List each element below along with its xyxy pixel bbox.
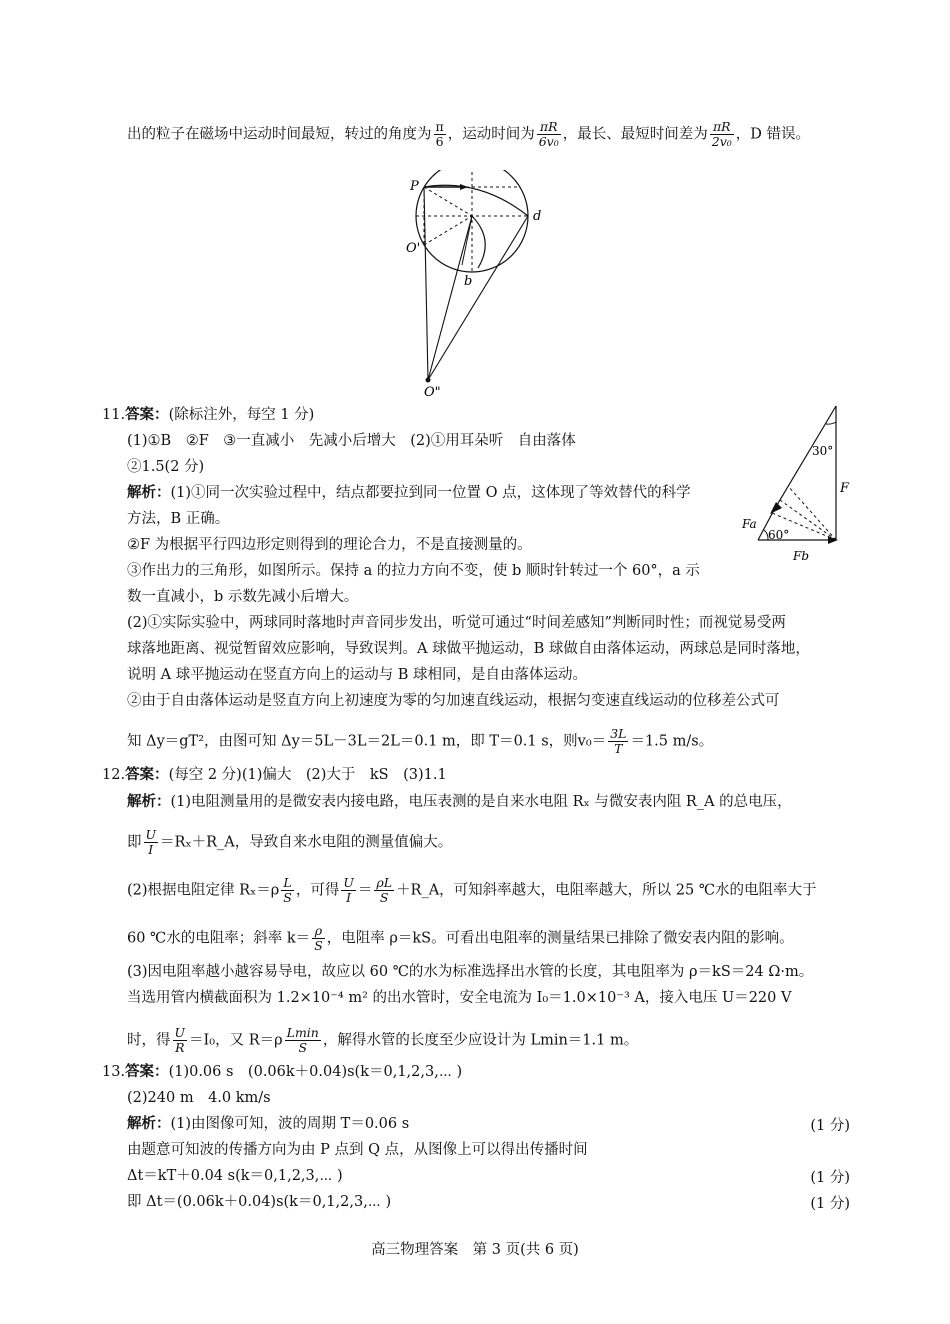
label-angle-top: 30° (812, 444, 834, 458)
label-fb: Fb (793, 549, 810, 563)
intro-text-a: 出的粒子在磁场中运动时间最短，转过的角度为 (127, 126, 432, 143)
q11-analysis-2: ②F 为根据平行四边形定则得到的理论合力，不是直接测量的。 (127, 537, 532, 553)
line-p-o2 (424, 187, 428, 380)
q13-analysis-4: 即 Δt＝(0.06k＋0.04)s(k＝0,1,2,3,⋯ ) (127, 1194, 392, 1210)
frac-num: πR (710, 120, 734, 135)
dashed-radius-p (424, 187, 472, 216)
q12-analysis-3 (127, 876, 817, 905)
q11-answer-1: (1)①B ②F ③一直减小 先减小后增大 (2)①用耳朵听 自由落体 (127, 433, 576, 449)
analysis-text: 时，得 (127, 1032, 171, 1049)
frac-den: I (346, 890, 352, 905)
fraction-lmin-s (285, 1026, 321, 1055)
analysis-text: ，可得 (295, 882, 340, 899)
point-o2 (426, 378, 431, 383)
intro-line (127, 120, 810, 149)
q13-analysis-2: 由题意可知波的传播方向为由 P 点到 Q 点，从图像上可以得出传播时间 (127, 1142, 588, 1158)
q13-answer-line (102, 1062, 462, 1082)
analysis-text: (1)电阻测量用的是微安表内接电路，电压表测的是自来水电阻 Rₓ 与微安表内阻 R_A 的总电压， (170, 794, 792, 810)
score-note: (1 分) (810, 1170, 850, 1186)
analysis-text: ，解得水管的长度至少应设计为 Lmin＝1.1 m。 (322, 1032, 639, 1049)
label-angle-bottom: 60° (768, 528, 790, 542)
q12-analysis-7 (127, 1026, 638, 1055)
frac-num: L (281, 876, 294, 891)
analysis-label: 解析： (127, 1116, 171, 1132)
fraction-u-i (341, 876, 356, 905)
q12-analysis-5: (3)因电阻率越小越容易导电，故应以 60 ℃的水为标准选择出水管的长度，其电阻率为 ρ＝kS＝24 Ω·m。 (127, 964, 814, 980)
analysis-text: ，电阻率 ρ＝kS。可看出电阻率的测量结果已排除了微安表内阻的影响。 (326, 930, 794, 947)
q11-analysis-1b: 方法，B 正确。 (127, 511, 230, 527)
frac-num: Lmin (286, 1025, 319, 1040)
score-note: (1 分) (810, 1118, 850, 1134)
analysis-label: 解析： (127, 794, 171, 810)
force-a-line (774, 406, 836, 510)
frac-den: S (298, 1040, 308, 1055)
analysis-text: 即 (127, 834, 142, 851)
q13-answer-2: (2)240 m 4.0 km/s (127, 1090, 271, 1106)
frac-num: 3L (610, 726, 627, 741)
intro-text-d: ，D 错误。 (735, 126, 811, 143)
frac-num: ρ (312, 924, 325, 939)
answer-text: (每空 2 分)(1)偏大 (2)大于 kS (3)1.1 (168, 767, 447, 783)
question-number: 12. (102, 767, 126, 783)
line-o2-d (428, 216, 528, 380)
q12-answer-line (102, 765, 447, 785)
fraction-u-i (144, 828, 159, 857)
q11-analysis-1 (127, 483, 691, 503)
q12-analysis-2 (127, 828, 452, 857)
frac-num: ρL (376, 875, 393, 890)
answer-label: 答案： (125, 407, 169, 423)
q12-analysis-4 (127, 924, 794, 953)
frac-den: 6v₀ (538, 134, 559, 149)
q11-analysis-4b: 球落地距离、视觉暂留效应影响，导致误判。A 球做平抛运动，B 球做自由落体运动，两球总是同时落地， (127, 641, 810, 657)
line-o2-center (428, 216, 472, 380)
analysis-text: ＋R_A，可知斜率越大，电阻率越大，所以 25 ℃水的电阻率大于 (396, 882, 817, 899)
frac-num: πR (537, 120, 561, 135)
q12-analysis-1 (127, 792, 792, 812)
fraction-rho-s (312, 924, 325, 953)
analysis-text: (1)由图像可知，波的周期 T＝0.06 s (170, 1116, 410, 1132)
q13-analysis-3: Δt＝kT＋0.04 s(k＝0,1,2,3,⋯ ) (127, 1168, 343, 1184)
analysis-text: (2)根据电阻定律 Rₓ＝ρ (127, 882, 280, 899)
score-note: (1 分) (810, 1196, 850, 1212)
frac-den: 6 (435, 134, 444, 149)
magnetic-field-circle-diagram (400, 170, 560, 402)
fraction-u-r (173, 1026, 188, 1055)
label-o-prime: O' (406, 241, 421, 256)
frac-den: S (379, 890, 389, 905)
label-d: d (533, 209, 542, 224)
frac-num: U (343, 875, 354, 890)
answer-label: 答案： (125, 767, 169, 783)
intro-text-b: ，运动时间为 (447, 126, 535, 143)
label-f: F (840, 481, 850, 496)
fraction-3l-t (608, 727, 628, 756)
q13-analysis-1 (127, 1114, 409, 1134)
dashed-b-3 (788, 486, 836, 540)
q11-analysis-3: ③作出力的三角形，如图所示。保持 a 的拉力方向不变，使 b 顺时针转过一个 60°，a 示 (127, 563, 700, 579)
frac-den: I (148, 842, 154, 857)
q11-analysis-4c: 说明 A 球平抛运动在竖直方向上的运动与 B 球相同，是自由落体运动。 (127, 667, 588, 683)
q11-analysis-6 (127, 727, 713, 756)
q11-analysis-3b: 数一直减小，b 示数先减小后增大。 (127, 589, 359, 605)
question-number: 13. (102, 1064, 126, 1080)
question-number: 11. (102, 407, 126, 423)
frac-num: U (174, 1025, 186, 1040)
analysis-text: ＝I₀，又 R＝ρ (189, 1032, 283, 1049)
q11-analysis-5: ②由于自由落体运动是竖直方向上初速度为零的匀加速直线运动，根据匀变速直线运动的位移差公式可 (127, 693, 780, 709)
analysis-text: ＝Rₓ＋R_A，导致自来水电阻的测量值偏大。 (160, 834, 453, 851)
fraction-pi-6 (434, 120, 446, 149)
label-b: b (464, 274, 473, 289)
frac-num: π (435, 119, 444, 134)
trajectory-long (424, 185, 528, 216)
frac-den: R (175, 1040, 185, 1055)
q11-analysis-4: (2)①实际实验中，两球同时落地时声音同步发出，听觉可通过“时间差感知”判断同时性；而视觉易受两 (127, 615, 786, 631)
answer-label: 答案： (125, 1064, 169, 1080)
fraction-rhol-s (374, 876, 394, 905)
label-p: P (410, 179, 419, 194)
analysis-text: 60 ℃水的电阻率；斜率 k＝ (127, 930, 311, 947)
analysis-text: ＝1.5 m/s。 (630, 733, 714, 750)
analysis-label: 解析： (127, 485, 171, 501)
frac-den: 2v₀ (711, 134, 732, 149)
analysis-text: (1)①同一次实验过程中，结点都要拉到同一位置 O 点，这体现了等效替代的科学 (170, 485, 691, 501)
answer-text: (1)0.06 s (0.06k＋0.04)s(k＝0,1,2,3,⋯ ) (168, 1064, 463, 1080)
page-footer: 高三物理答案 第 3 页(共 6 页) (371, 1242, 579, 1258)
q12-analysis-6: 当选用管内横截面积为 1.2×10⁻⁴ m² 的出水管时，安全电流为 I₀＝1.0×10⁻³ A，接入电压 U＝220 V (127, 990, 792, 1006)
q11-answer-line (102, 405, 314, 425)
frac-den: S (283, 890, 292, 905)
analysis-text: ＝ (357, 882, 373, 899)
fraction-time-diff (710, 120, 734, 149)
label-fa: Fa (742, 517, 757, 531)
frac-den: T (614, 741, 623, 756)
intro-text-c: ，最长、最短时间差为 (562, 126, 708, 143)
force-triangle-diagram (738, 400, 858, 570)
frac-num: U (145, 827, 157, 842)
dashed-radius-o (424, 216, 472, 245)
q11-answer-2: ②1.5(2 分) (127, 459, 205, 475)
angle-arc-top (826, 422, 836, 424)
fraction-l-s (281, 876, 294, 905)
answer-note: (除标注外，每空 1 分) (168, 407, 315, 423)
frac-den: S (314, 938, 323, 953)
analysis-text: 知 Δy＝gT²，由图可知 Δy＝5L－3L＝2L＝0.1 m，即 T＝0.1 s，则v₀＝ (127, 733, 607, 750)
fraction-time-min (537, 120, 561, 149)
trajectory-short (472, 216, 485, 268)
label-o-double-prime: O" (424, 385, 441, 400)
force-a-arrowhead (770, 502, 782, 514)
